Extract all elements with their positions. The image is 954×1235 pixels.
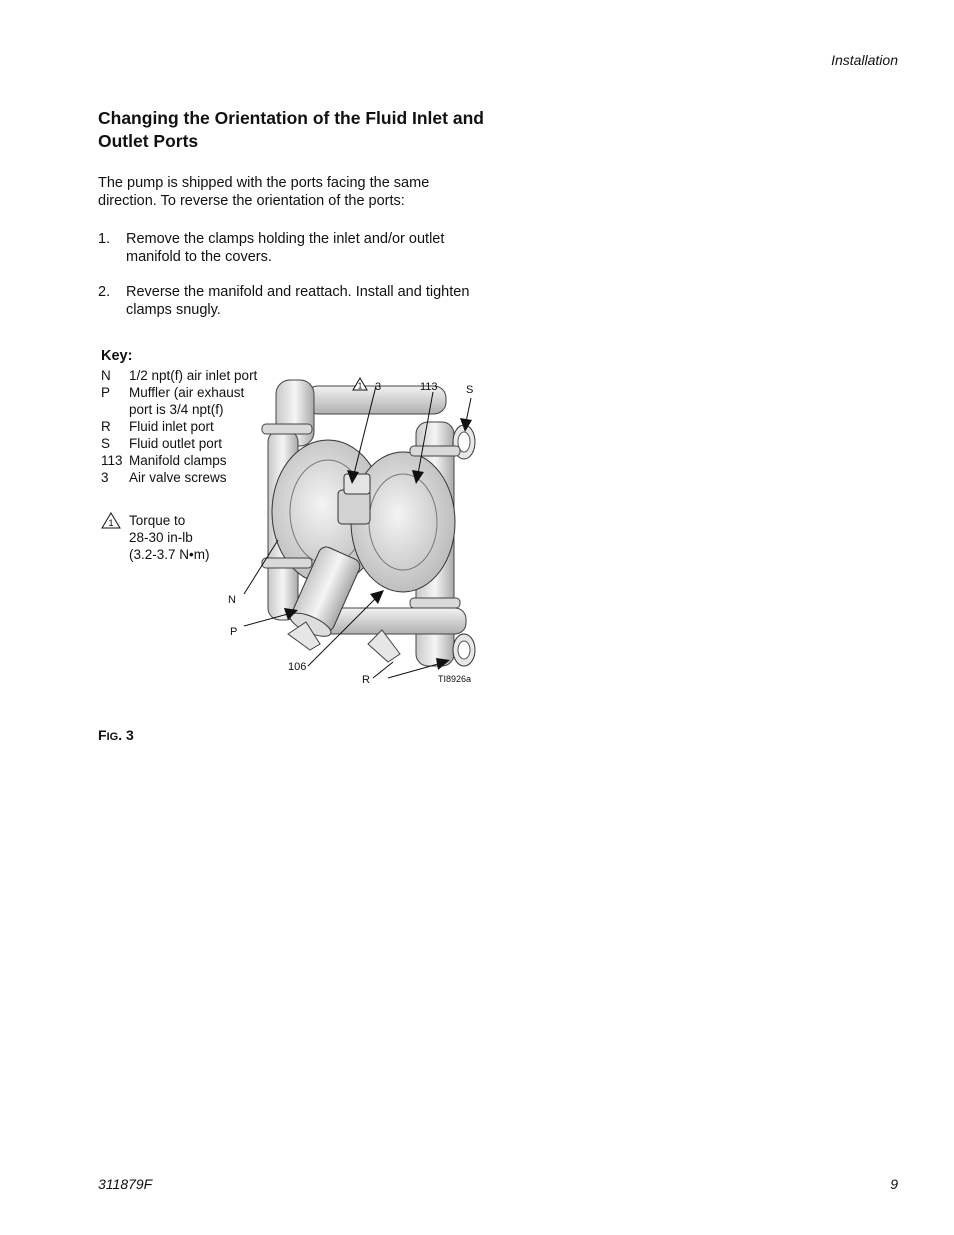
key-desc: Muffler (air exhaust port is 3/4 npt(f): [129, 385, 245, 417]
callout-p: P: [230, 626, 238, 638]
drawing-id: TI8926a: [438, 674, 472, 684]
key-desc: 1/2 npt(f) air inlet port: [129, 368, 258, 383]
callout-n: N: [228, 594, 236, 606]
caption-prefix: F: [98, 727, 107, 743]
running-header: Installation: [831, 52, 898, 68]
key-code: S: [101, 436, 111, 451]
key-desc: Air valve screws: [129, 470, 227, 485]
key-desc: Manifold clamps: [129, 453, 227, 468]
key-code: 113: [101, 453, 123, 468]
key-code: R: [101, 419, 111, 434]
key-desc: Fluid outlet port: [129, 436, 223, 451]
warning-triangle-icon: [101, 512, 129, 563]
callout-113: 113: [420, 381, 438, 393]
callout-r: R: [362, 674, 370, 686]
caption-number: . 3: [118, 727, 134, 743]
step-text: Remove the clamps holding the inlet and/or outlet manifold to the covers.: [126, 231, 445, 265]
key-code: 3: [101, 470, 109, 485]
procedure-step-2: [98, 283, 488, 319]
key-desc: Fluid inlet port: [129, 419, 214, 434]
step-number: 2.: [98, 284, 111, 300]
torque-note: [101, 512, 210, 563]
section-title: Changing the Orientation of the Fluid Inlet and Outlet Ports: [98, 108, 484, 151]
figure-caption: [98, 727, 134, 743]
callout-s: S: [466, 384, 474, 396]
pump-illustration: [228, 372, 478, 692]
callout-flag: 1: [357, 381, 363, 391]
callout-3: 3: [375, 381, 382, 393]
torque-symbol: 1: [108, 518, 114, 528]
procedure-steps: [98, 230, 488, 336]
page-number: 9: [890, 1176, 898, 1192]
pump-drawing: [228, 372, 478, 692]
warning-triangle-icon: [352, 377, 368, 391]
callout-106: 106: [288, 661, 307, 673]
document-number: 311879F: [98, 1176, 153, 1192]
key-code: P: [101, 385, 111, 400]
caption-prefix-small: IG: [106, 731, 119, 743]
key-code: N: [101, 368, 111, 383]
step-text: Reverse the manifold and reattach. Install and tighten clamps snugly.: [126, 284, 470, 318]
procedure-step-1: [98, 230, 488, 266]
torque-text: Torque to 28-30 in-lb (3.2-3.7 N•m): [129, 513, 210, 562]
intro-paragraph: The pump is shipped with the ports facing the same direction. To reverse the orientation of the ports:: [98, 175, 430, 209]
step-number: 1.: [98, 231, 111, 247]
key-title: Key:: [101, 348, 133, 364]
